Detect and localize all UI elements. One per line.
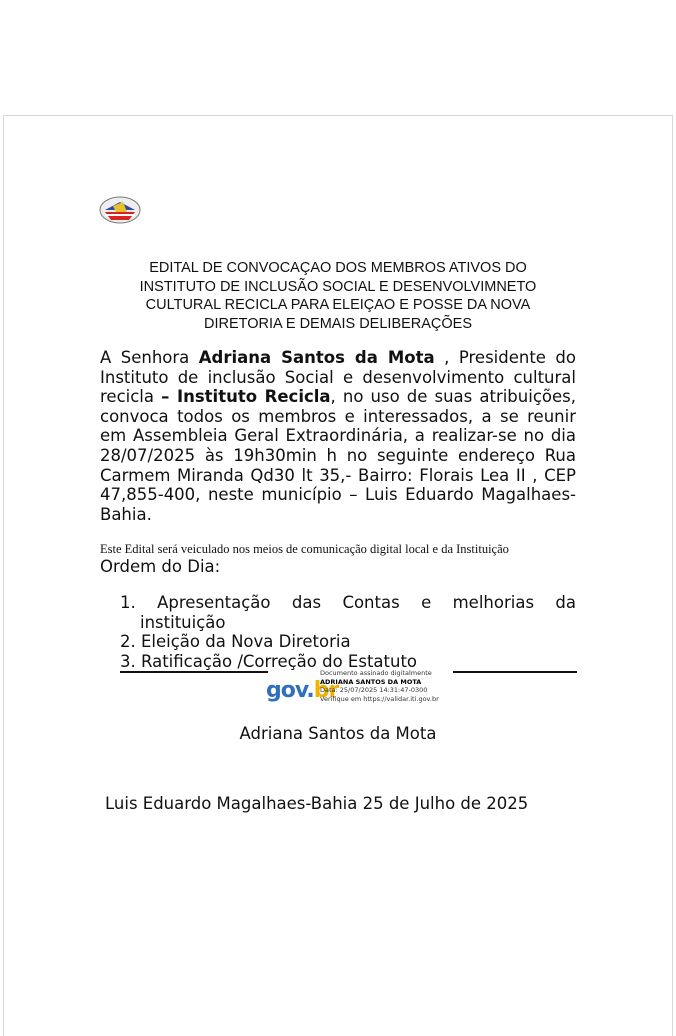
text: 28/07/2025 às 19h30min h no seguinte endereço Rua — [100, 445, 576, 465]
text: , Presidente do — [434, 348, 577, 367]
sig-date: Data: 25/07/2025 14:31:47-0300 — [320, 686, 428, 694]
body-paragraph — [100, 348, 576, 524]
signature-line — [120, 671, 268, 673]
institute-logo — [99, 196, 141, 224]
list-item: 1. Apresentação das Contas e melhorias da — [120, 593, 576, 612]
text: Carmem Miranda Qd30 lt 35,- Bairro: Florais Lea II , CEP — [100, 465, 576, 485]
sig-name: ADRIANA SANTOS DA MOTA — [320, 677, 422, 686]
text: recicla — [100, 387, 162, 407]
text: Bahia. — [100, 504, 152, 524]
title-line: CULTURAL RECICLA PARA ELEIÇAO E POSSE DA NOVA — [145, 297, 531, 313]
sig-verify: Verifique em https://validar.iti.gov.br — [320, 694, 439, 703]
signer-name: Adriana Santos da Mota — [239, 724, 437, 743]
text: , no uso de suas atribuições, — [330, 387, 576, 407]
list-item: 3. Ratificação /Correção do Estatuto — [120, 651, 418, 671]
text: 47,855-400, neste município – Luis Eduardo Magalhaes- — [100, 485, 576, 505]
institute-name: – Instituto Recicla — [161, 387, 331, 407]
digital-signature — [320, 669, 439, 703]
agenda-heading: Ordem do Dia: — [100, 557, 221, 576]
signature-line — [453, 671, 577, 673]
place-date: Luis Eduardo Magalhaes-Bahia 25 de Julho de 2025 — [105, 794, 529, 813]
text: A Senhora — [100, 348, 199, 367]
text: Instituto de inclusão Social e desenvolvimento cultural — [100, 367, 576, 387]
title-line: EDITAL DE CONVOCAÇAO DOS MEMBROS ATIVOS DO — [149, 260, 527, 276]
list-item: 2. Eleição da Nova Diretoria — [120, 632, 351, 652]
govbr-logo: gov.br — [266, 678, 339, 703]
title-line: INSTITUTO DE INCLUSÃO SOCIAL E DESENVOLVIMNETO — [139, 278, 537, 295]
text: em Assembleia Geral Extraordinária, a realizar-se no dia — [100, 426, 576, 446]
sig-text: Documento assinado digitalmente — [320, 669, 432, 677]
text: convoca todos os membros e interessados, a se reunir — [100, 406, 576, 426]
president-name: Adriana Santos da Mota — [198, 348, 435, 367]
title-line: DIRETORIA E DEMAIS DELIBERAÇÕES — [203, 315, 473, 332]
note: Este Edital será veiculado nos meios de comunicação digital local e da Instituição — [100, 542, 509, 556]
list-item: instituição — [140, 612, 226, 632]
edital-title — [100, 259, 576, 333]
agenda-list — [120, 593, 576, 671]
